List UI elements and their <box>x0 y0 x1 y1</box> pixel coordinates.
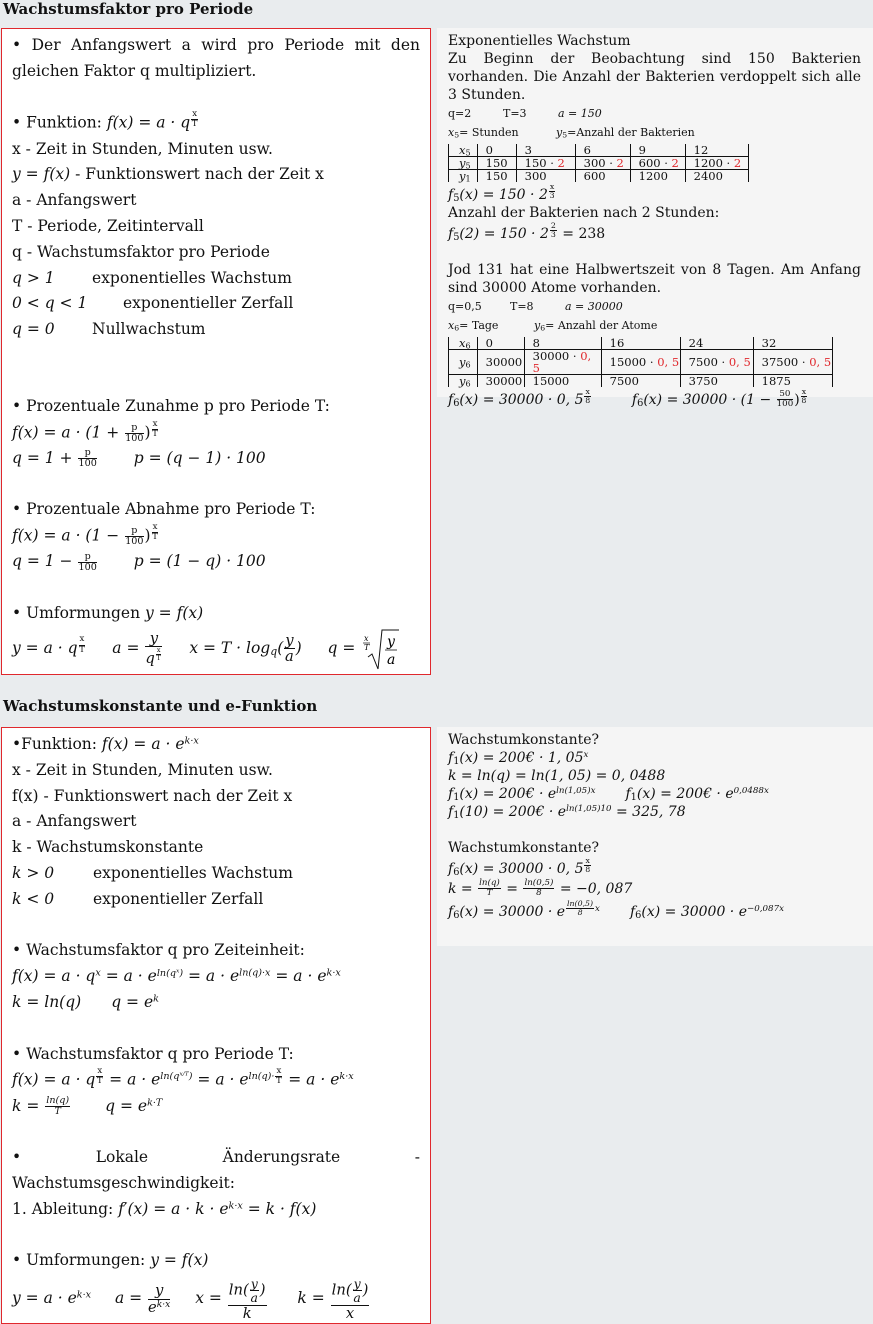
abnahme-q-p: q = 1 − $\frac{p}{100}$ p = (1 − q) · 100 <box>12 550 266 573</box>
value-table-jod: $x_6$ 0 8 16 24 32 $y_6$ 30000 30000 · 0, 5 15000 · 0, 5 7500 · 0, 5 37500 · 0, 5 $y_6$ 30000 15000 7500 3750 1875 <box>448 337 833 387</box>
abnahme-title: • Prozentuale Abnahme pro Periode T: <box>12 500 316 519</box>
zunahme-formula: f(x) = a · (1 + $\frac{p}{100}$ ) $^{\frac{x}{T}}$ <box>12 418 158 444</box>
y-def-text: - Funktionswert nach der Zeit x <box>70 165 324 184</box>
T-definition: T - Periode, Zeitintervall <box>12 216 204 235</box>
y-definition <box>12 162 420 188</box>
intro-text: • Der Anfangswert a wird pro Periode mit den gleichen Faktor q multipliziert. <box>12 36 420 80</box>
example-text: Zu Beginn der Beobachtung sind 150 Bakterien vorhanden. Die Anzahl der Bakterien verdoppelt sich alle 3 Stunden. <box>448 51 861 103</box>
q-definition: q - Wachstumsfaktor pro Periode <box>12 242 270 261</box>
wf-periode-k: k = $\frac{\ln(q)}{T}$ $q = e^{k\cdot T}$ <box>12 1094 163 1118</box>
root-symbol <box>360 627 400 671</box>
zunahme-title: • Prozentuale Zunahme p pro Periode T: <box>12 396 330 415</box>
e-fx-definition: f(x) - Funktionswert nach der Zeit x <box>12 786 293 805</box>
e-x-definition: x - Zeit in Stunden, Minuten usw. <box>12 760 273 779</box>
lokale-rate-title: • Lokale Änderungsrate - Wachstumsgeschwindigkeit: <box>12 1148 420 1192</box>
wf-periode-formula: f(x) = a · q $^{\frac{x}{T}}$ = $a \cdot e^{ln(q^{x/T})} = a \cdot e^{ln(q)\cdot \frac{x}{T}}$ = $a \cdot e^{k\cdot x}$ <box>12 1066 354 1089</box>
e-case-row: k > 0 exponentielles Wachstum <box>12 863 293 882</box>
zunahme-q-p: q = 1 + $\frac{p}{100}$ p = (q − 1) · 100 <box>12 447 266 470</box>
section-title-wachstumsfaktor: Wachstumsfaktor pro Periode <box>3 0 254 18</box>
case-row: q > 1 exponentielles Wachstum <box>12 268 292 287</box>
example-function: $f_5(x) = 150 \cdot 2$ $^{\frac{x}{3}}$ <box>448 182 555 204</box>
e-example-heading-2: Wachstumkonstante? <box>448 840 599 856</box>
example-panel-e-funktion <box>437 727 873 946</box>
section-title-e-funktion: Wachstumskonstante und e-Funktion <box>3 697 318 715</box>
wf-zeiteinheit-formula: $f(x) = a \cdot q^x = a \cdot e^{ln(q^x)} = a \cdot e^{ln(q)\cdot x} = a \cdot e^{k\cdot x}$ <box>12 967 341 986</box>
example2-vars: $x_6=$ Tage $y_6=$ Anzahl der Atome <box>448 318 658 333</box>
svg-text:x: x <box>364 633 369 643</box>
case-row: 0 < q < 1 exponentieller Zerfall <box>12 294 294 313</box>
x-definition: x - Zeit in Stunden, Minuten usw. <box>12 139 273 158</box>
example2-text: Jod 131 hat eine Halbwertszeit von 8 Tagen. Am Anfang sind 30000 Atome vorhanden. <box>448 261 861 296</box>
example-heading: Exponentielles Wachstum <box>448 33 631 49</box>
e-example-line: k = $\frac{\ln(q)}{T}$ = $\frac{\ln(0,5)}{8}$ = −0, 087 <box>448 878 633 899</box>
umformungen-title: • Umformungen y = f(x) <box>12 604 204 623</box>
example-result: $f_5(2) = 150 \cdot 2$ $^{\frac{2}{3}}$ = 238 <box>448 220 606 243</box>
example-panel-wachstum <box>437 28 873 410</box>
y-def-formula: y = f(x) <box>12 165 71 184</box>
svg-text:T: T <box>364 642 370 652</box>
e-umformungen-formulas: $y = a \cdot e^{k\cdot x}$ a = $\frac{y}{e^{k\cdot x}}$ x = ln( $\frac{y}{a}$ ) k k = ln( $\frac{y}{a}$ ) x <box>12 1276 369 1322</box>
example-vars: $x_5=$ Stunden $y_5=Anzahl$ der Bakterien <box>448 126 695 140</box>
value-table-bakterien: $x_5$ 0 3 6 9 12 $y_5$ 150 150 · 2 300 · 2 600 · 2 1200 · 2 $y_1$ 150 300 600 1200 2400 <box>448 144 749 182</box>
abnahme-formula: f(x) = a · (1 − $\frac{p}{100}$ ) $^{\frac{x}{T}}$ <box>12 522 158 548</box>
a-definition: a - Anfangswert <box>12 191 137 210</box>
umformungen-formulas: y = a · q $^{\frac{x}{T}}$ a = y q $^{\frac{x}{T}}$ $x = T \cdot \log_q$( $\frac{y}{a}$ ) q = x T y a <box>12 627 420 671</box>
e-funktion-line: •Funktion: $f(x) = a \cdot e^{k\cdot x}$ <box>12 735 199 753</box>
example-question: Anzahl der Bakterien nach 2 Stunden: <box>448 204 720 221</box>
svg-text:a: a <box>387 651 396 668</box>
e-example-line: $f_1(10)$ = 200€ · $e^{ln(1,05)10} = 325$, 78 <box>448 804 686 821</box>
wf-zeiteinheit-k: k = ln(q) $q = e^k$ <box>12 992 159 1011</box>
wf-periode-title: • Wachstumsfaktor q pro Periode T: <box>12 1044 294 1063</box>
e-case-row: k < 0 exponentieller Zerfall <box>12 889 264 908</box>
example2-params: q=0,5 T=8 a = 30000 <box>448 299 623 313</box>
e-example-line: $f_6(x) = 30000 \cdot 0$, 5 $^{\frac{x}{8}}$ <box>448 856 591 878</box>
e-a-definition: a - Anfangswert <box>12 812 137 831</box>
definition-box-wachstumsfaktor <box>1 28 431 675</box>
ableitung: 1. Ableitung: $f'(x) = a \cdot k \cdot e^{k\cdot x} = k \cdot f(x)$ <box>12 1199 317 1218</box>
example2-functions: $f_6(x) = 30000 \cdot 0$, 5 $^{\frac{x}{8}}$ $f_6(x) = 30000 \cdot (1$ − $\frac{50}{100}$ ) $^{\frac{x}{8}}$ <box>448 386 807 410</box>
funktion-line: • Funktion: f(x) = a · q $^{\frac{x}{T}}$ <box>12 109 198 132</box>
e-example-line: $f_1(x)$ = 200€ · $e^{ln(1,05)x}$ $f_1(x)$ = 200€ · $e^{0,0488x}$ <box>448 786 769 803</box>
definition-box-e-funktion <box>1 727 431 1324</box>
funktion-formula: f(x) = a · q <box>106 113 191 132</box>
e-example-line: $f_1(x)$ = 200€ · 1, 05$^x$ <box>448 750 589 767</box>
svg-text:y: y <box>387 633 396 650</box>
example-params: q=2 T=3 a = 150 <box>448 107 602 120</box>
e-example-line: k = ln(q) = ln(1, 05) = 0, 0488 <box>448 768 666 784</box>
e-umformungen-title: • Umformungen: y = f(x) <box>12 1251 209 1270</box>
e-k-definition: k - Wachstumskonstante <box>12 838 204 857</box>
case-row: q = 0 Nullwachstum <box>12 320 206 339</box>
funktion-label: • Funktion: <box>12 113 107 132</box>
e-example-line: $f_6(x) = 30000 \cdot e$ $^{\frac{\ln(0,5)}{8} x}$ $f_6(x) = 30000 \cdot e^{-0,087x}$ <box>448 898 784 921</box>
e-example-heading-1: Wachstumkonstante? <box>448 732 599 748</box>
wf-zeiteinheit-title: • Wachstumsfaktor q pro Zeiteinheit: <box>12 941 305 960</box>
